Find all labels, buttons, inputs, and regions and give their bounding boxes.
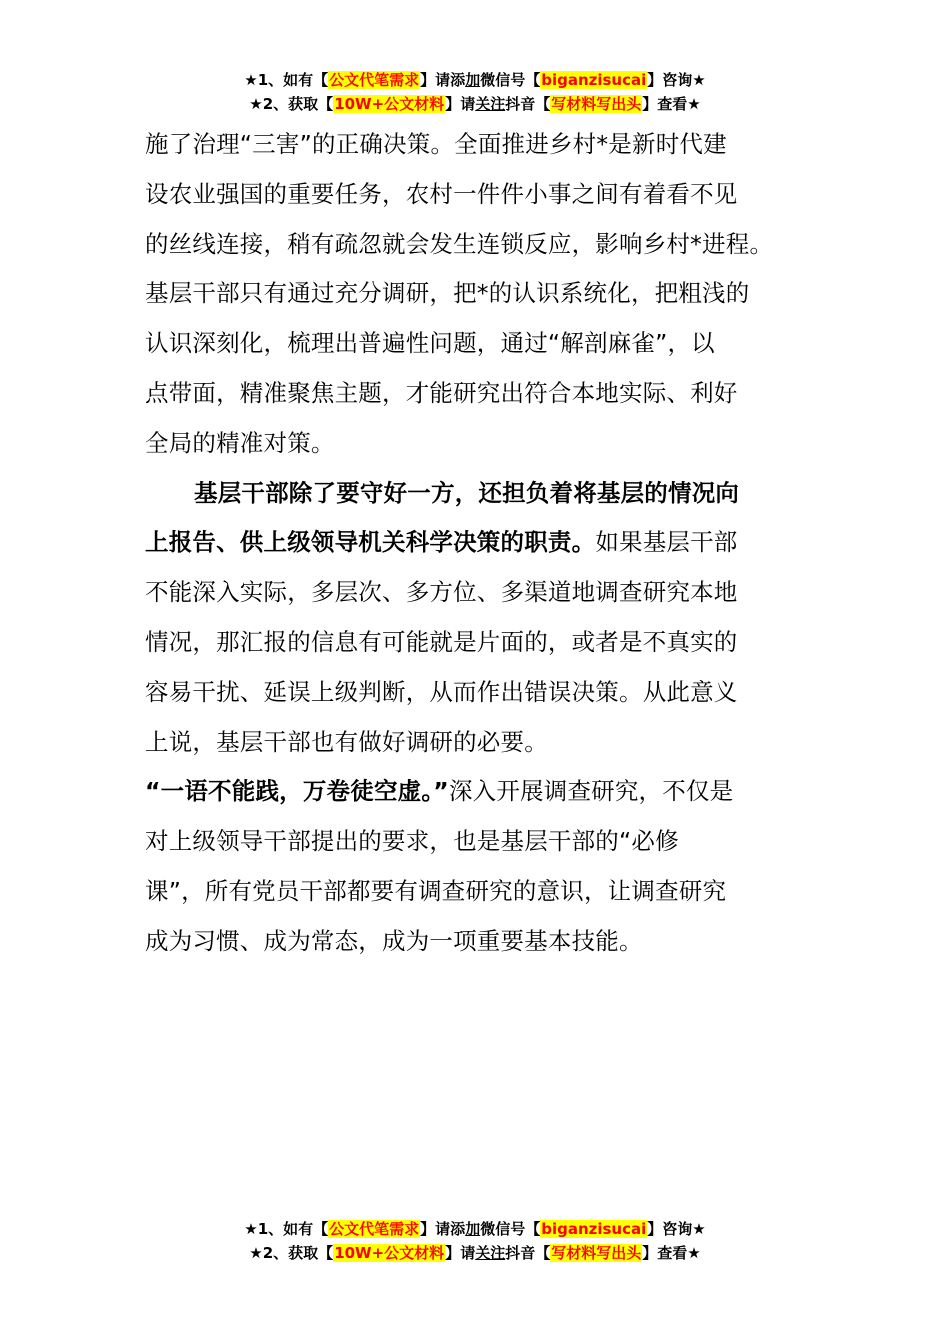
body-line: 施了治理“三害”的正确决策。全面推进乡村*是新时代建: [145, 130, 727, 158]
header-line-1-end: 】咨询★: [647, 71, 706, 89]
header-line-1-prefix: ★1、如有: [244, 71, 314, 89]
footer-line-1-text: 】请添: [420, 1220, 466, 1238]
body-line: 基层干部只有通过充分调研，把*的认识系统化，把粗浅的: [145, 279, 750, 308]
document-body: [145, 120, 825, 967]
body-line: 对上级领导干部提出的要求，也是基层干部的“必修: [145, 827, 679, 856]
footer-line-2-end: 】查看★: [642, 1244, 701, 1262]
header-line-2: [0, 92, 950, 116]
footer-highlight-service: 公文代笔需求: [329, 1220, 420, 1238]
header-line-1-underlined: 加: [465, 71, 481, 89]
body-line: 情况，那汇报的信息有可能就是片面的，或者是不真实的: [145, 627, 738, 656]
footer-banner: [0, 1217, 950, 1265]
body-line: 设农业强国的重要任务，农村一件件小事之间有着看不见: [145, 179, 738, 208]
paragraph-2-lead-end: 上报告、供上级领导机关科学决策的职责。: [145, 528, 596, 557]
footer-line-2: [0, 1241, 950, 1265]
footer-highlight-wechat-id: biganzisucai: [541, 1220, 647, 1238]
footer-line-2-prefix: ★2、获取【: [249, 1244, 334, 1262]
header-highlight-materials: 10W+公文材料: [334, 95, 445, 113]
header-line-1-bracket: 【: [313, 71, 329, 89]
body-line: 全局的精准对策。: [145, 428, 335, 457]
header-line-1-mid: 微信号【: [480, 71, 541, 89]
body-line: 课”，所有党员干部都要有调查研究的意识，让调查研究: [145, 876, 727, 905]
header-highlight-service: 公文代笔需求: [329, 71, 420, 89]
footer-highlight-douyin: 写材料写出头: [551, 1244, 642, 1262]
paragraph-3-quote: “一语不能践，万卷徒空虚。”: [145, 777, 449, 806]
paragraph-3-line-1: [145, 767, 825, 817]
footer-line-1-end: 】咨询★: [647, 1220, 706, 1238]
body-line: 认识深刻化，梳理出普遍性问题，通过“解剖麻雀”，以: [145, 329, 715, 358]
header-line-2-prefix: ★2、获取【: [249, 95, 334, 113]
header-highlight-wechat-id: biganzisucai: [541, 71, 647, 89]
header-banner: [0, 68, 950, 116]
paragraph-2-lead-line: 基层干部除了要守好一方，还担负着将基层的情况向: [194, 478, 740, 507]
body-line: 上说，基层干部也有做好调研的必要。: [145, 727, 548, 756]
body-line: 成为习惯、成为常态，成为一项重要基本技能。: [145, 926, 643, 955]
footer-line-1-mid: 微信号【: [480, 1220, 541, 1238]
paragraph-2-line-2-rest: 如果基层干部: [595, 528, 738, 557]
body-line: 点带面，精准聚焦主题，才能研究出符合本地实际、利好: [145, 378, 738, 407]
footer-line-1-prefix: ★1、如有: [244, 1220, 314, 1238]
header-line-2-mid: 抖音【: [505, 95, 551, 113]
footer-line-2-text: 】请: [445, 1244, 476, 1262]
footer-line-2-underlined: 关注: [475, 1244, 506, 1262]
footer-line-1-bracket: 【: [313, 1220, 329, 1238]
header-line-2-underlined: 关注: [475, 95, 506, 113]
paragraph-2-line-2: [145, 518, 825, 568]
header-line-1: [0, 68, 950, 92]
paragraph-3-line-1-rest: 深入开展调查研究，不仅是: [448, 777, 734, 806]
body-line: 不能深入实际，多层次、多方位、多渠道地调查研究本地: [145, 578, 738, 607]
body-line: 的丝线连接，稍有疏忽就会发生连锁反应，影响乡村*进程。: [145, 229, 774, 258]
header-line-2-text: 】请: [445, 95, 476, 113]
header-line-2-end: 】查看★: [642, 95, 701, 113]
header-highlight-douyin: 写材料写出头: [551, 95, 642, 113]
footer-line-2-mid: 抖音【: [505, 1244, 551, 1262]
footer-highlight-materials: 10W+公文材料: [334, 1244, 445, 1262]
body-line: 容易干扰、延误上级判断，从而作出错误决策。从此意义: [145, 677, 738, 706]
footer-line-1-underlined: 加: [465, 1220, 481, 1238]
footer-line-1: [0, 1217, 950, 1241]
header-line-1-text: 】请添: [420, 71, 466, 89]
